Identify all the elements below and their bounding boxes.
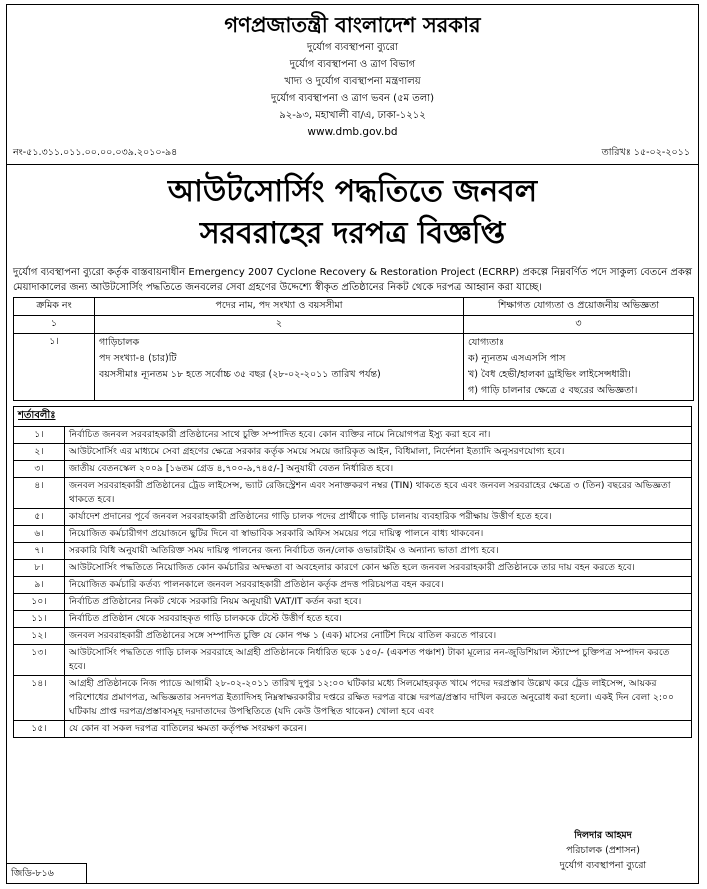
col-header-serial: ক্রমিক নং — [14, 298, 95, 316]
condition-row — [14, 594, 691, 611]
col-number: ২ — [95, 316, 464, 334]
condition-row — [14, 577, 691, 594]
condition-number: ৪। — [14, 478, 65, 509]
condition-number: ১২। — [14, 628, 65, 645]
condition-number: ৩। — [14, 461, 65, 478]
condition-text: নির্বাচিত প্রতিষ্ঠানের নিকট থেকে সরকারি নিয়ম অনুযায়ী VAT/IT কর্তন করা হবে। — [65, 594, 692, 611]
condition-row — [14, 645, 691, 676]
signature-block — [518, 828, 688, 873]
condition-text: আউটসোর্সিং পদ্ধতিতে গাড়ি চালক সরবরাহে আগ্রহী প্রতিষ্ঠানকে নির্ধারিত ছকে ১৫০/- (একশত পঞ্চাশ) টাকা মূল্যের নন-জুডিশিয়াল স্ট্যাম্পে চুক্তিপত্র সম্পাদন করতে হবে। — [65, 645, 692, 676]
condition-row — [14, 509, 691, 526]
condition-text: জনবল সরবরাহকারী প্রতিষ্ঠানের সঙ্গে সম্পাদিত চুক্তি যে কোন পক্ষ ১ (এক) মাসের নোটিশ দিয়ে বাতিল করতে পারবে। — [65, 628, 692, 645]
condition-number: ৭। — [14, 543, 65, 560]
col-header-qualification: শিক্ষাগত যোগ্যতা ও প্রয়োজনীয় অভিজ্ঞতা — [464, 298, 694, 316]
conditions-list — [14, 426, 691, 737]
condition-row — [14, 526, 691, 543]
condition-number: ২। — [14, 444, 65, 461]
qualification-item: ক) ন্যূনতম এসএসসি পাস — [468, 353, 566, 364]
qualification-label: যোগ্যতাঃ — [468, 337, 505, 348]
condition-number: ১। — [14, 427, 65, 444]
signatory-name: দিলদার আহমদ — [574, 830, 632, 841]
condition-text: জনবল সরবরাহকারী প্রতিষ্ঠানের ট্রেড লাইসেন্স, ভ্যাট রেজিস্ট্রেশন এবং সনাক্তকরণ নম্বর (TIN) থাকতে হবে এবং জনবল সরবরাহের ক্ষেত্রে ৩ (তিন) বছরের অভিজ্ঞতা থাকতে হবে। — [65, 478, 692, 509]
condition-text: নিয়োজিত কর্মচারীগণ প্রয়োজনে ছুটির দিনে বা স্বাভাবিক সরকারি অফিস সময়ের পরে দায়িত্ব পালনে বাধ্য থাকবেন। — [65, 526, 692, 543]
condition-text: আগ্রহী প্রতিষ্ঠানকে নিজ প্যাডে আগামী ২৮-০২-২০১১ তারিখ দুপুর ১২:০০ ঘটিকার মধ্যে সিলমোহরকৃত খামে পদের দরপ্রস্তাব উল্লেখ করে ট্রেড লাইসেন্স, আয়কর পরিশোধের প্রমাণপত্র, অভিজ্ঞতার সনদপত্র ইত্যাদিসহ নিম্নস্বাক্ষরকারীর দপ্তরে রক্ষিত দরপত্র বাক্সে দরপত্র/প্রস্তাব দাখিল করতে অনুরোধ করা হলো। একই দিন বেলা ২:০০ ঘটিকায় প্রাপ্ত দরপত্র/প্রস্তাবসমূহ দরদাতাদের উপস্থিতিতে (যদি কেউ উপস্থিত থাকেন) খোলা হবে এবং — [65, 676, 692, 721]
condition-text: জাতীয় বেতনস্কেল ২০০৯ [১৬তম গ্রেড ৪,৭০০-৯,৭৪৫/-] অনুযায়ী বেতন নির্ধারিত হবে। — [65, 461, 692, 478]
condition-row — [14, 611, 691, 628]
conditions-section — [13, 406, 692, 738]
footer-code: জিডি-৮১৬ — [7, 863, 87, 883]
condition-text: কার্যাদেশ প্রদানের পূর্বে জনবল সরবরাহকারী প্রতিষ্ঠানের গাড়ি চালক পদের প্রার্থীকে গাড়ি চালনায় ব্যবহারিক পরীক্ষায় উত্তীর্ণ হতে হবে। — [65, 509, 692, 526]
condition-row — [14, 628, 691, 645]
intro-paragraph: দুর্যোগ ব্যবস্থাপনা ব্যুরো কর্তৃক বাস্তবায়নাধীন Emergency 2007 Cyclone Recovery & Restoration Project (ECRRP) প্রকল্পে নিম্নবর্ণিত পদে সাকুল্য বেতনে প্রকল্প মেয়াদাকালের জন্য আউটসোর্সিং পদ্ধতিতে জনবলের সেবা গ্রহণের উদ্দেশ্যে স্বীকৃত প্রতিষ্ঠানের নিকট থেকে দরপত্র আহ্বান করা যাচ্ছে। — [13, 267, 692, 293]
office-line: দুর্যোগ ব্যবস্থাপনা ও ত্রাণ বিভাগ — [289, 59, 416, 70]
condition-number: ১৫। — [14, 721, 65, 738]
condition-row — [14, 461, 691, 478]
government-name: গণপ্রজাতন্ত্রী বাংলাদেশ সরকার — [224, 12, 481, 37]
post-name: গাড়িচালক — [99, 337, 140, 348]
col-number: ৩ — [464, 316, 694, 334]
title-line-1: আউটসোর্সিং পদ্ধতিতে জনবল — [167, 174, 538, 209]
condition-text: নির্বাচিত জনবল সরবরাহকারী প্রতিষ্ঠানের সাথে চুক্তি সম্পাদিত হবে। কোন ব্যক্তির নামে নিয়োগপত্র ইস্যু করা হবে না। — [65, 427, 692, 444]
condition-text: আউটসোর্সিং পদ্ধতিতে নিয়োজিত কোন কর্মচারির অদক্ষতা বা অবহেলার কারণে কোন ক্ষতি হলে জনবল সরবরাহকারী প্রতিষ্ঠানকে তার দায় বহন করতে হবে। — [65, 560, 692, 577]
condition-row — [14, 427, 691, 444]
condition-number: ৫। — [14, 509, 65, 526]
office-line: খাদ্য ও দুর্যোগ ব্যবস্থাপনা মন্ত্রণালয় — [284, 76, 421, 87]
qualification-item: গ) গাড়ি চালনার ক্ষেত্রে ৫ বছরের অভিজ্ঞতা। — [468, 385, 638, 396]
condition-row — [14, 721, 691, 738]
office-line: ৯২-৯৩, মহাখালী বা/এ, ঢাকা-১২১২ — [279, 110, 426, 121]
col-header-post: পদের নাম, পদ সংখ্যা ও বয়সসীমা — [95, 298, 464, 316]
condition-row — [14, 444, 691, 461]
table-row — [14, 334, 694, 401]
website-link[interactable]: www.dmb.gov.bd — [307, 126, 398, 138]
condition-number: ১০। — [14, 594, 65, 611]
condition-text: নিয়োজিত কর্মচারি কর্তব্য পালনকালে জনবল সরবরাহকারী প্রতিষ্ঠান কর্তৃক প্রদত্ত পরিচয়পত্র বহন করবে। — [65, 577, 692, 594]
condition-row — [14, 543, 691, 560]
col-number: ১ — [14, 316, 95, 334]
condition-text: নির্বাচিত প্রতিষ্ঠান থেকে সরবরাহকৃত গাড়ি চালককে টেস্টে উত্তীর্ণ হতে হবে। — [65, 611, 692, 628]
condition-row — [14, 560, 691, 577]
title-line-2: সরবরাহের দরপত্র বিজ্ঞপ্তি — [199, 216, 506, 251]
signatory-designation: পরিচালক (প্রশাসন) — [566, 845, 640, 856]
age-limit: বয়সসীমাঃ ন্যূনতম ১৮ হতে সর্বোচ্চ ৩৫ বছর (২৮-০২-২০১১ তারিখ পর্যন্ত) — [99, 369, 381, 380]
memo-number: নং-৫১.৩১১.০১১.০০.০০.০৩৯.২০১০-৯৪ — [13, 147, 178, 158]
condition-row — [14, 676, 691, 721]
conditions-heading: শর্তাবলীঃ — [18, 410, 56, 421]
signatory-office: দুর্যোগ ব্যবস্থাপনা ব্যুরো — [559, 860, 647, 871]
post-details — [95, 334, 464, 401]
notice-page — [6, 4, 699, 884]
condition-number: ১৪। — [14, 676, 65, 721]
reference-row — [7, 146, 698, 162]
divider — [7, 164, 698, 165]
condition-number: ১৩। — [14, 645, 65, 676]
row-serial: ১। — [14, 334, 95, 401]
qualification-details — [464, 334, 694, 401]
letterhead — [7, 11, 698, 140]
condition-text: সরকারি বিধি অনুযায়ী অতিরিক্ত সময় দায়িত্ব পালনের জন্য নির্বাচিত জন/লোক ওভারটাইম ও অন্যান্য ভাতা প্রাপ্য হবে। — [65, 543, 692, 560]
condition-number: ৮। — [14, 560, 65, 577]
post-count: পদ সংখ্যা-৪ (চার)টি — [99, 353, 177, 364]
condition-text: যে কোন বা সকল দরপত্র বাতিলের ক্ষমতা কর্তৃপক্ষ সংরক্ষণ করেন। — [65, 721, 692, 738]
notice-date: তারিখঃ ১৫-০২-২০১১ — [601, 147, 690, 158]
office-line: দুর্যোগ ব্যবস্থাপনা ও ত্রাণ ভবন (৫ম তলা) — [270, 93, 435, 104]
posts-table — [13, 297, 694, 401]
condition-number: ৯। — [14, 577, 65, 594]
qualification-item: খ) বৈধ হেভী/হালকা ড্রাইভিং লাইসেন্সধারী। — [468, 369, 631, 380]
condition-number: ৬। — [14, 526, 65, 543]
office-line: দুর্যোগ ব্যবস্থাপনা ব্যুরো — [307, 42, 398, 53]
condition-row — [14, 478, 691, 509]
condition-number: ১১। — [14, 611, 65, 628]
condition-text: আউটসোর্সিং এর মাধ্যমে সেবা গ্রহণের ক্ষেত্রে সরকার কর্তৃক সময়ে সময়ে জারিকৃত আইন, বিধিমালা, নির্দেশনা ইত্যাদি অনুসরণযোগ্য হবে। — [65, 444, 692, 461]
